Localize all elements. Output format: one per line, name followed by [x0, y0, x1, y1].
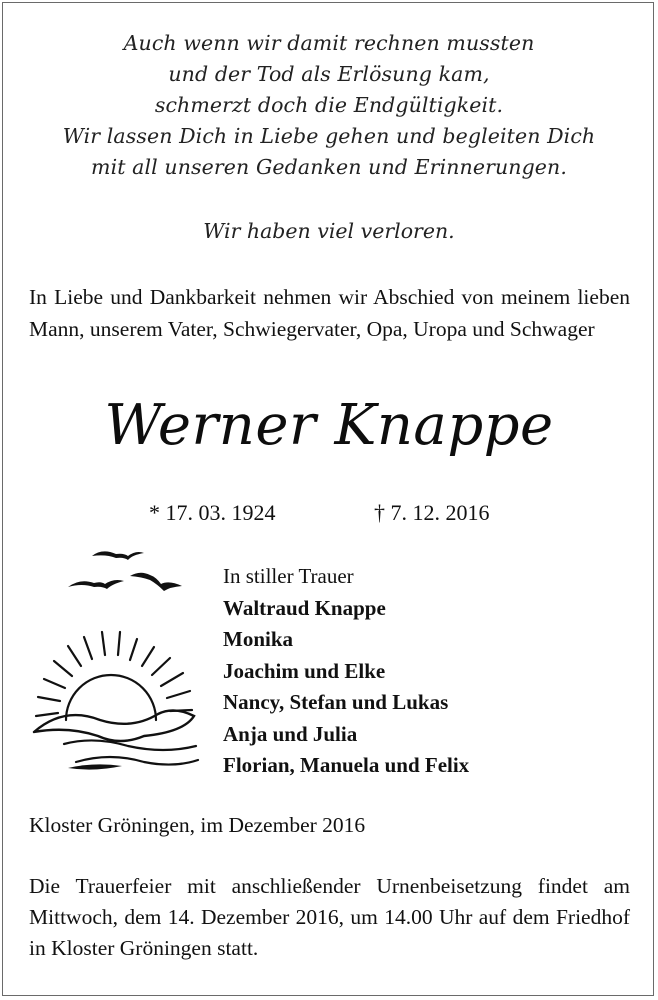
- mourner-name: Monika: [223, 627, 294, 651]
- death-date: † 7. 12. 2016: [374, 500, 490, 525]
- mourner-name: Joachim und Elke: [223, 658, 386, 683]
- poem-closing-line: Wir haben viel verloren.: [203, 219, 455, 243]
- poem-line: Auch wenn wir damit rechnen mussten: [123, 31, 535, 55]
- place-and-date: Kloster Gröningen, im Dezember 2016: [29, 813, 366, 837]
- poem: [0, 28, 658, 183]
- poem-line: mit all unseren Gedanken und Erinnerungen.: [91, 155, 567, 179]
- poem-line: Wir lassen Dich in Liebe gehen und begleiten Dich: [62, 124, 596, 148]
- mourner-name: Anja und Julia: [223, 721, 358, 746]
- mourners-heading: In stiller Trauer: [223, 564, 354, 588]
- sunset-birds-icon: [24, 540, 224, 780]
- poem-line: und der Tod als Erlösung kam,: [168, 62, 490, 86]
- poem-line: schmerzt doch die Endgültigkeit.: [154, 93, 504, 117]
- mourner-name: Florian, Manuela und Felix: [223, 753, 470, 777]
- farewell-text: In Liebe und Dankbarkeit nehmen wir Abschied von meinem lieben Mann, unserem Vater, Schwiegervater, Opa, Uropa und Schwager: [29, 285, 630, 341]
- mourner-name: Waltraud Knappe: [223, 595, 386, 620]
- mourner-name: Nancy, Stefan und Lukas: [223, 690, 449, 714]
- deceased-name: Werner Knappe: [104, 393, 554, 458]
- birth-date: * 17. 03. 1924: [149, 500, 276, 525]
- mourners-list: [223, 561, 469, 782]
- funeral-ceremony-info: Die Trauerfeier mit anschließender Urnenbeisetzung findet am Mittwoch, dem 14. Dezember 2016, um 14.00 Uhr auf dem Friedhof in Kloster Gröningen statt.: [29, 874, 630, 960]
